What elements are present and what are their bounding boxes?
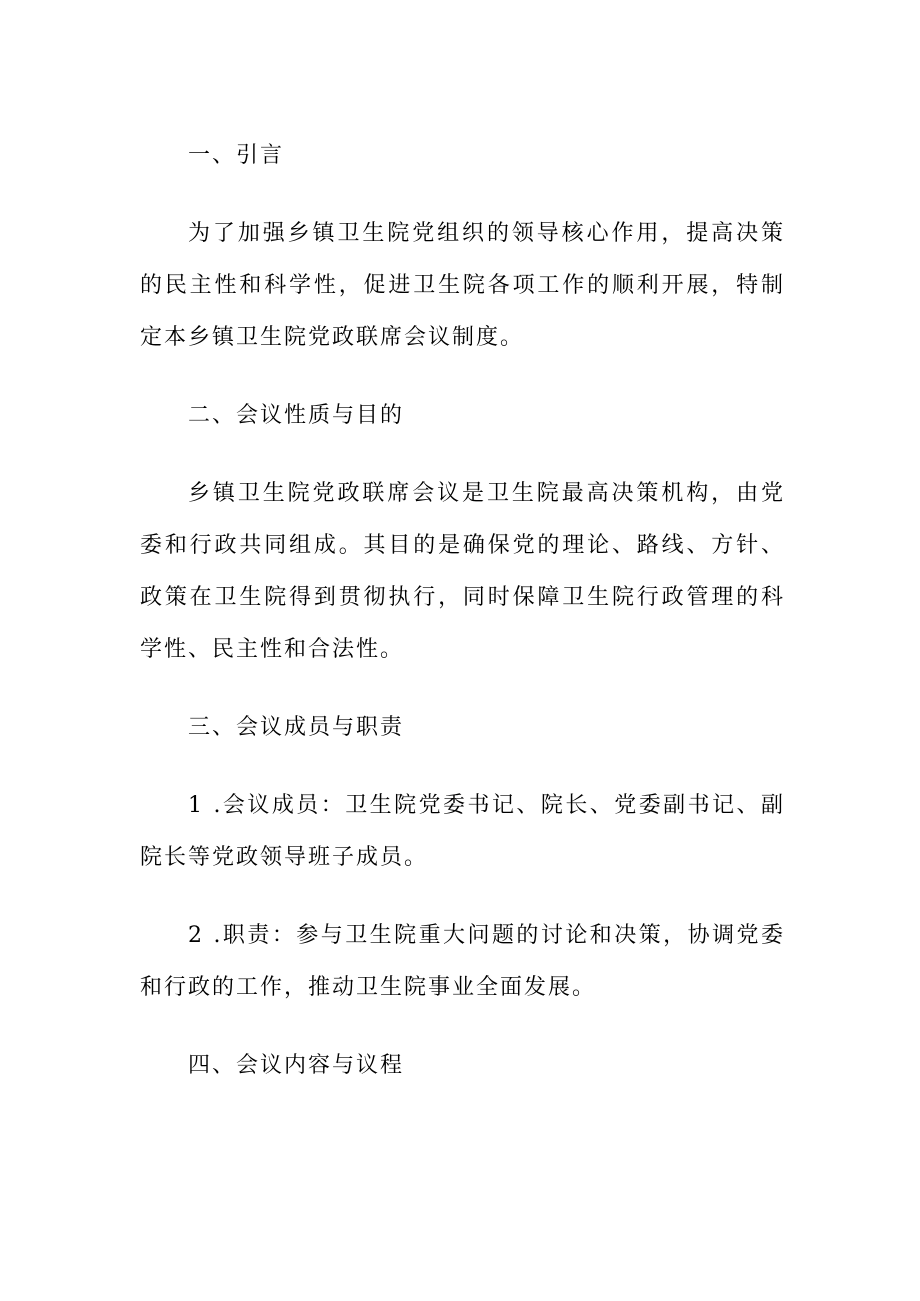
spacer [140, 884, 785, 910]
section-heading-agenda: 四、会议内容与议程 [188, 1053, 405, 1078]
section-heading-nature-purpose: 二、会议性质与目的 [188, 403, 405, 428]
section-heading-introduction: 一、引言 [188, 143, 285, 168]
section-heading-members-duties: 三、会议成员与职责 [188, 715, 405, 740]
spacer [140, 364, 785, 390]
spacer [140, 182, 785, 208]
list-item-duties: 2 .职责：参与卫生院重大问题的讨论和决策，协调党委和行政的工作，推动卫生院事业全面发展。 [140, 923, 785, 1000]
list-item-members: 1 .会议成员：卫生院党委书记、院长、党委副书记、副院长等党政领导班子成员。 [140, 793, 785, 870]
spacer [140, 1014, 785, 1040]
spacer [140, 754, 785, 780]
paragraph-nature-purpose: 乡镇卫生院党政联席会议是卫生院最高决策机构，由党委和行政共同组成。其目的是确保党的理论、路线、方针、政策在卫生院得到贯彻执行，同时保障卫生院行政管理的科学性、民主性和合法性。 [140, 481, 785, 662]
spacer [140, 442, 785, 468]
spacer [140, 676, 785, 702]
document-body [140, 130, 785, 1092]
paragraph-introduction: 为了加强乡镇卫生院党组织的领导核心作用，提高决策的民主性和科学性，促进卫生院各项工作的顺利开展，特制定本乡镇卫生院党政联席会议制度。 [140, 221, 785, 350]
